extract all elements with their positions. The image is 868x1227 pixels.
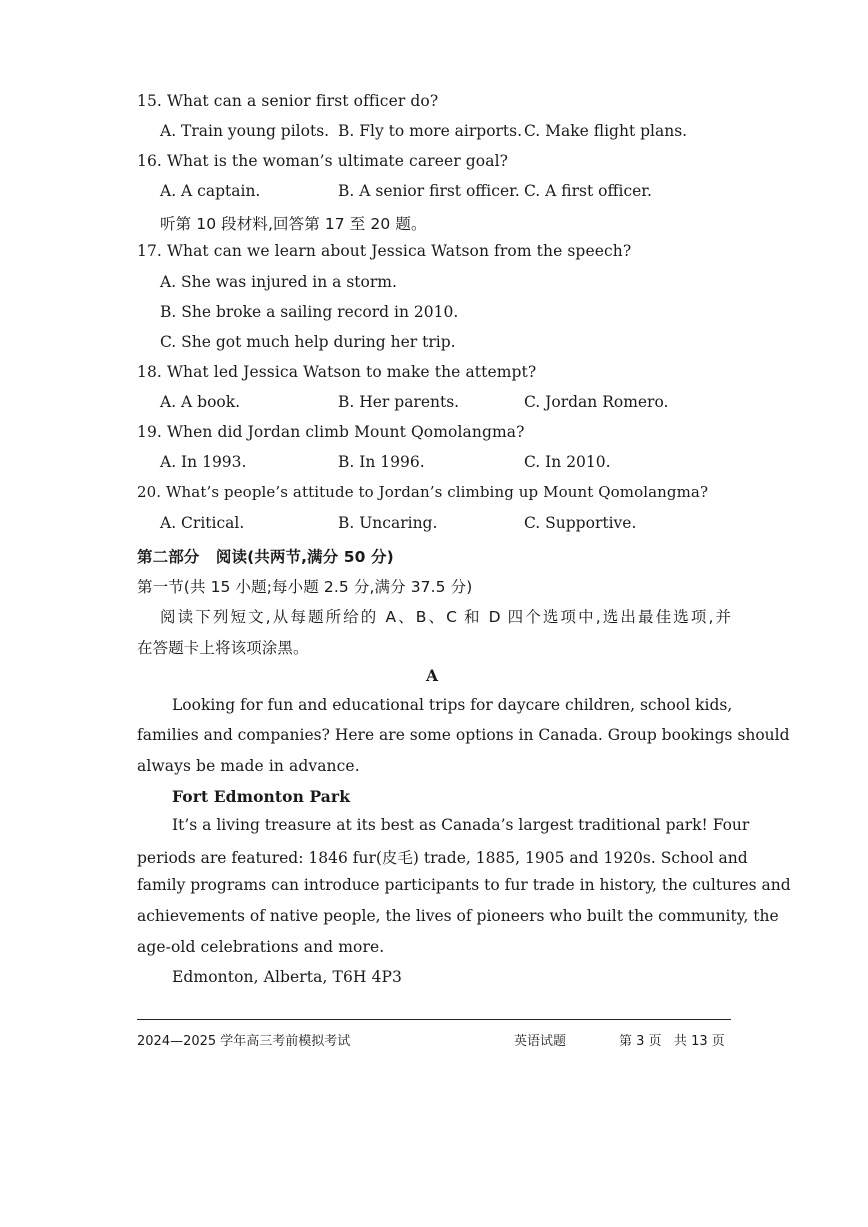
intro-line-3: always be made in advance. (137, 757, 360, 775)
question-17-stem: 17. What can we learn about Jessica Watson from the speech? (137, 242, 632, 260)
reading-instruction-line-2: 在答题卡上将该项涂黑。 (137, 639, 309, 657)
question-20-option-c: C. Supportive. (524, 514, 637, 532)
question-19-stem: 19. When did Jordan climb Mount Qomolangma? (137, 423, 525, 441)
question-15-option-b: B. Fly to more airports. (338, 122, 523, 140)
park-text-line-2: periods are featured: 1846 fur(皮毛) trade, 1885, 1905 and 1920s. School and (137, 849, 748, 867)
question-20-option-a: A. Critical. (160, 514, 245, 532)
footer-subject: 英语试题 (514, 1034, 567, 1049)
park-title: Fort Edmonton Park (172, 787, 351, 806)
question-18-option-a: A. A book. (160, 393, 241, 411)
question-16-option-b: B. A senior first officer. (338, 182, 520, 200)
question-17-option-a: A. She was injured in a storm. (160, 273, 397, 291)
question-19-option-a: A. In 1993. (160, 453, 247, 471)
park-text-line-5: age-old celebrations and more. (137, 938, 385, 956)
footer-rule (137, 1019, 731, 1020)
section1-title: 第一节(共 15 小题;每小题 2.5 分,满分 37.5 分) (137, 578, 473, 596)
question-15-option-a: A. Train young pilots. (160, 122, 330, 140)
question-18-stem: 18. What led Jessica Watson to make the attempt? (137, 363, 537, 381)
question-17-option-b: B. She broke a sailing record in 2010. (160, 303, 459, 321)
intro-line-2: families and companies? Here are some options in Canada. Group bookings should (137, 726, 790, 744)
part2-title: 第二部分 阅读(共两节,满分 50 分) (137, 548, 394, 566)
park-text-line-1: It’s a living treasure at its best as Canada’s largest traditional park! Four (172, 816, 750, 834)
footer-exam: 2024—2025 学年高三考前模拟考试 (137, 1034, 351, 1049)
question-19-option-c: C. In 2010. (524, 453, 611, 471)
question-16-option-a: A. A captain. (160, 182, 261, 200)
question-16-stem: 16. What is the woman’s ultimate career goal? (137, 152, 509, 170)
question-17-option-c: C. She got much help during her trip. (160, 333, 456, 351)
park-text-line-4: achievements of native people, the lives of pioneers who built the community, the (137, 907, 779, 925)
question-19-option-b: B. In 1996. (338, 453, 425, 471)
listening-instruction: 听第 10 段材料,回答第 17 至 20 题。 (160, 215, 427, 233)
intro-line-1: Looking for fun and educational trips for daycare children, school kids, (172, 696, 733, 714)
passage-label: A (426, 666, 439, 685)
question-20-option-b: B. Uncaring. (338, 514, 438, 532)
reading-instruction-line-1: 阅读下列短文,从每题所给的 A、B、C 和 D 四个选项中,选出最佳选项,并 (160, 608, 731, 626)
question-20-stem: 20. What’s people’s attitude to Jordan’s climbing up Mount Qomolangma? (137, 483, 709, 501)
park-address: Edmonton, Alberta, T6H 4P3 (172, 968, 403, 986)
question-15-option-c: C. Make flight plans. (524, 122, 688, 140)
question-16-option-c: C. A first officer. (524, 182, 652, 200)
question-18-option-b: B. Her parents. (338, 393, 460, 411)
question-15-stem: 15. What can a senior first officer do? (137, 92, 439, 110)
footer-page: 第 3 页 共 13 页 (619, 1034, 725, 1049)
question-18-option-c: C. Jordan Romero. (524, 393, 669, 411)
park-text-line-3: family programs can introduce participants to fur trade in history, the cultures and (137, 876, 791, 894)
